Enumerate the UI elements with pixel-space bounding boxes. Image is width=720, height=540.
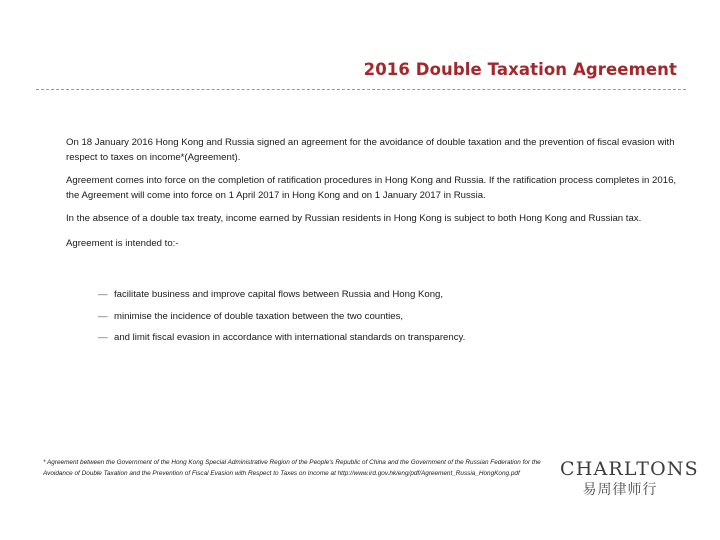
bullet-list (42, 135, 682, 251)
title-divider (36, 89, 686, 90)
bullet-item (42, 236, 682, 251)
sub-bullet-item (98, 331, 658, 345)
sub-bullet-text: and limit fiscal evasion in accordance with international standards on transparency. (114, 332, 466, 343)
logo-chinese-name: 易周律师行 (582, 482, 658, 498)
bullet-text: Agreement is intended to:- (66, 238, 179, 249)
bullet-text: In the absence of a double tax treaty, income earned by Russian residents in Hong Kong is subject to both Hong Kong and Russian tax. (66, 213, 642, 224)
bullet-text: On 18 January 2016 Hong Kong and Russia signed an agreement for the avoidance of double taxation and the prevention of fiscal evasion with respect to taxes on income*(Agreement). (66, 137, 675, 163)
charltons-logo (560, 458, 699, 500)
sub-bullet-item (98, 310, 658, 324)
logo-name: CHARLTONS (560, 458, 699, 480)
sub-bullet-text: minimise the incidence of double taxation between the two counties, (114, 310, 404, 322)
footnote: * Agreement between the Government of the Hong Kong Special Administrative Region of the People's Republic of China and the Government of the Russian Federation for the Avoidance of Double Taxation and the Prevention of Fiscal Evasion with Respect to Taxes on Income at http://www.ird.gov.hk/eng/pdf/Agreement_Russia_HongKong.pdf (43, 459, 541, 477)
slide-title: 2016 Double Taxation Agreement (363, 60, 677, 79)
bullet-item (42, 173, 682, 203)
bullet-text: Agreement comes into force on the completion of ratification procedures in Hong Kong and Russia. If the ratification process completes in 2016, the Agreement will come into force on 1 April 2017 in Hong Kong and on 1 January 2017 in Russia. (66, 175, 677, 201)
dash-marker-icon: — (98, 289, 108, 300)
sub-bullet-text: facilitate business and improve capital flows between Russia and Hong Kong, (114, 289, 444, 300)
dash-marker-icon: — (98, 310, 108, 322)
bullet-item (42, 135, 682, 165)
sub-bullet-list (98, 288, 658, 353)
dash-marker-icon: — (98, 332, 108, 343)
sub-bullet-item (98, 288, 658, 302)
bullet-item (42, 211, 682, 226)
